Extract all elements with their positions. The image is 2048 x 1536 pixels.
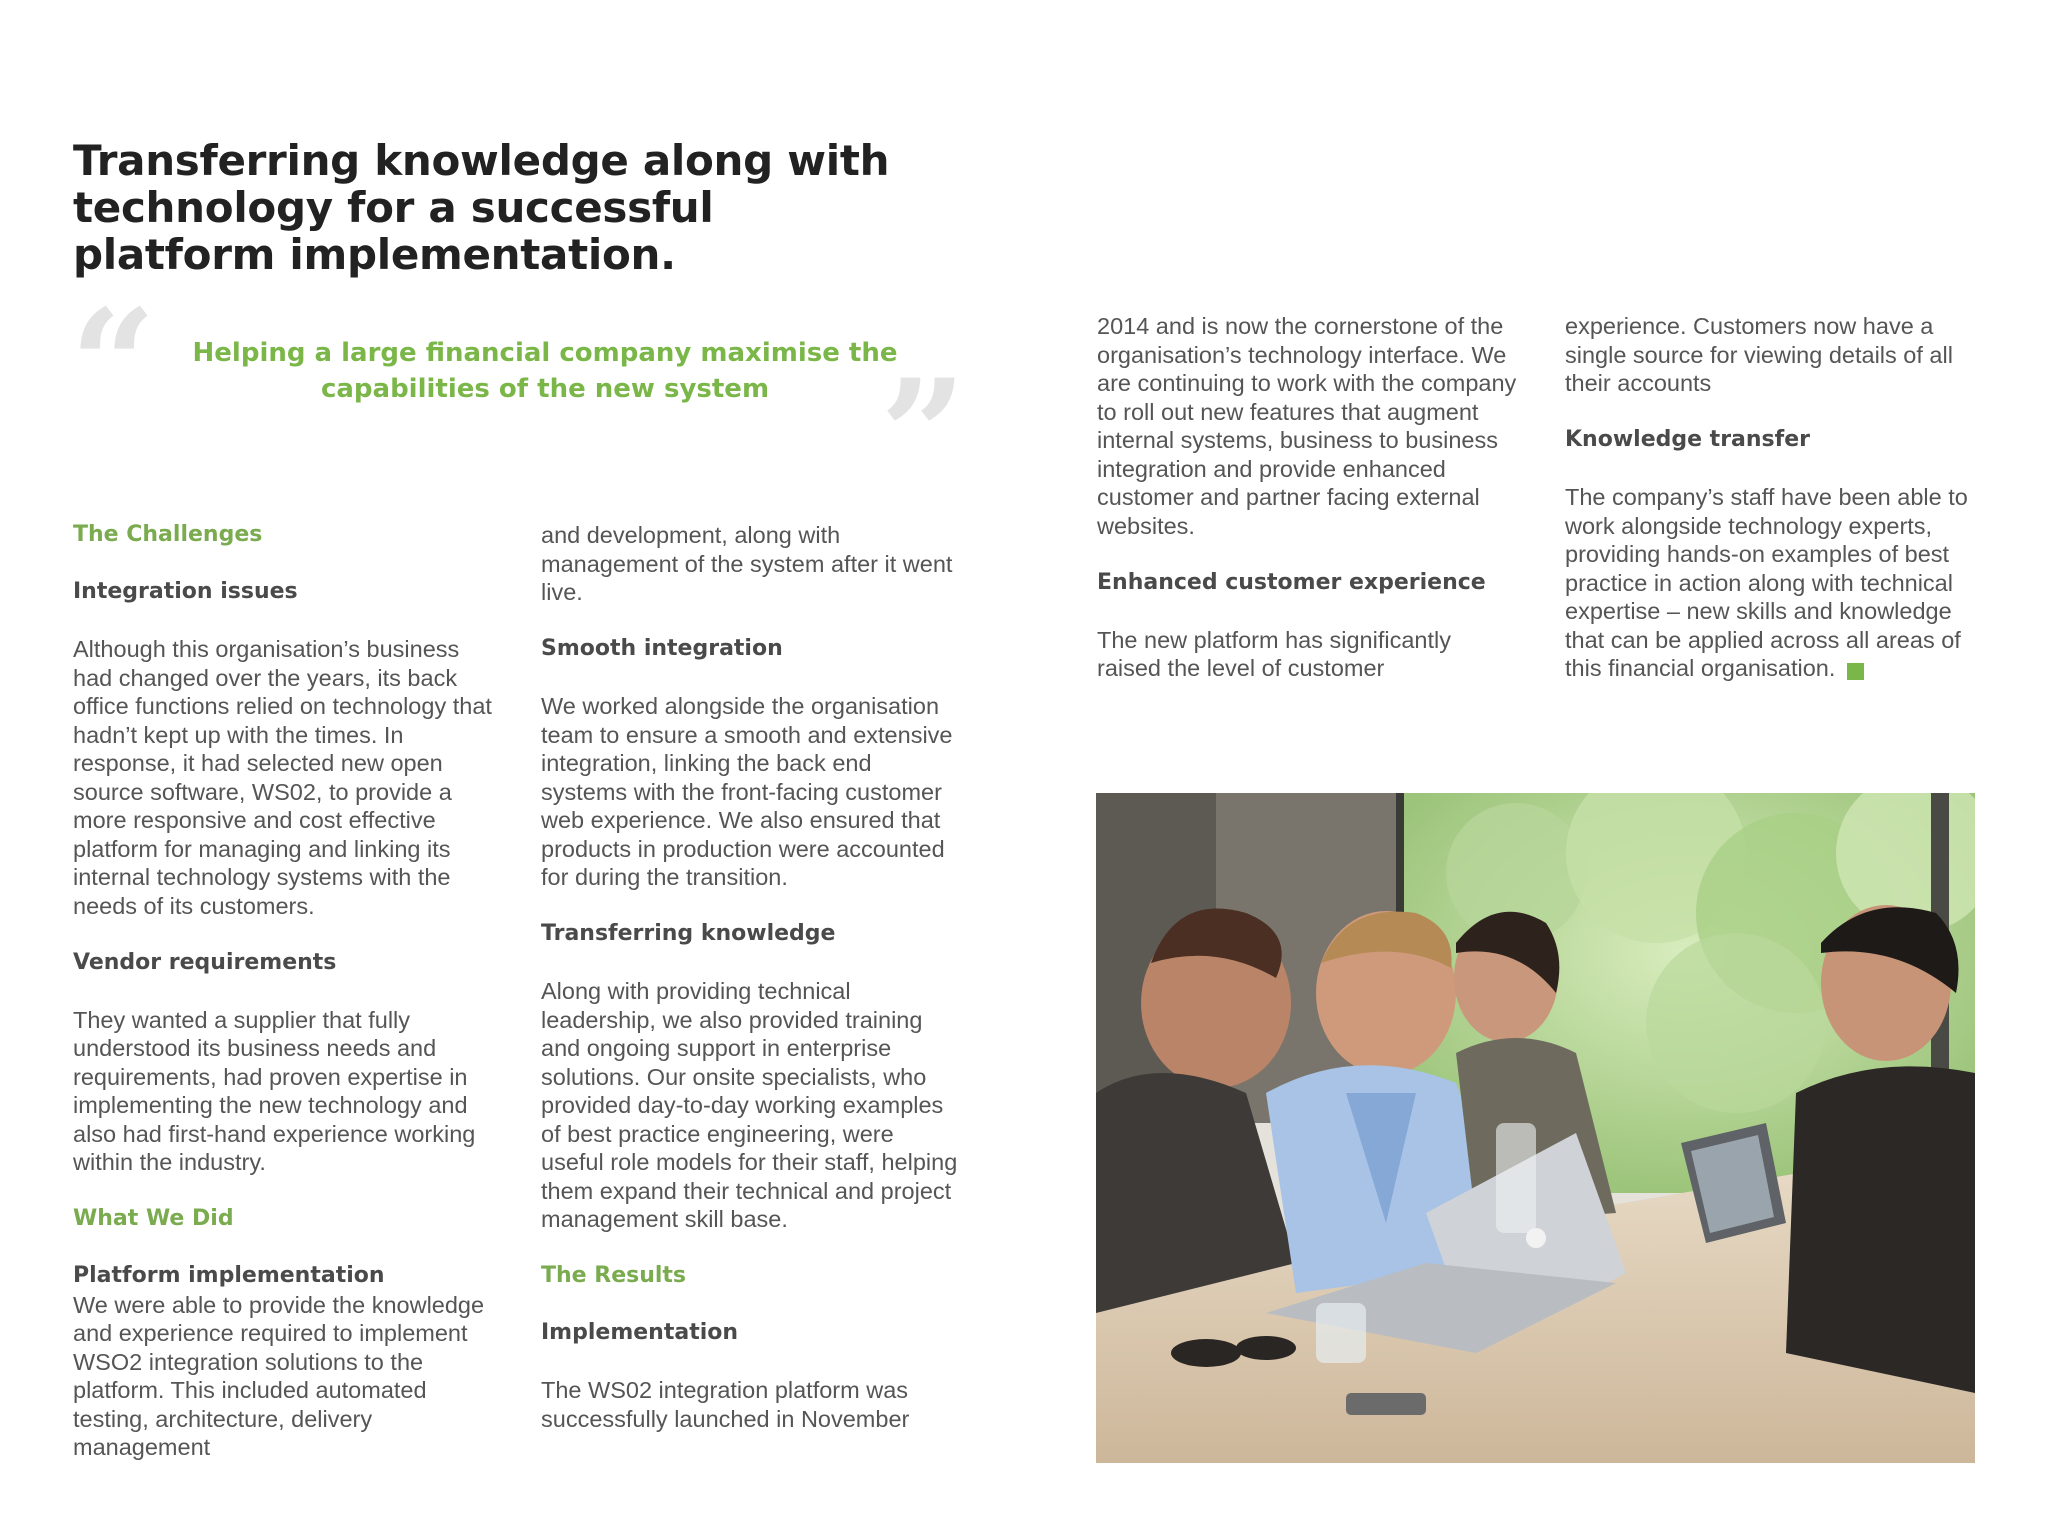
- paragraph-integration-issues: Although this organisation’s business had changed over the years, its back office functions relied on technology that hadn’t kept up with the times. In response, it had selected new open source software, WS02, to provide a more responsive and cost effective platform for managing and linking its internal technology systems with the needs of its customers.: [73, 636, 492, 919]
- paragraph-smooth-integration: We worked alongside the organisation team to ensure a smooth and extensive integration, linking the back end systems with the front-facing customer web experience. We also ensured that products in production were accounted for during the transition.: [541, 693, 953, 890]
- text-column-4: [1565, 312, 1985, 711]
- paragraph-development-continued: and development, along with management of the system after it went live.: [541, 522, 953, 605]
- text-column-3: [1097, 312, 1517, 711]
- paragraph-customer-experience-continued: experience. Customers now have a single source for viewing details of all their accounts: [1565, 313, 1953, 396]
- subheading-platform-implementation: Platform implementation: [73, 1263, 385, 1288]
- paragraph-transferring-knowledge: Along with providing technical leadership, we also provided training and ongoing support in enterprise solutions. Our onsite specialists, who provided day-to-day working examples of best practice engineering, were useful role models for their staff, helping them expand their technical and project management skill base.: [541, 978, 958, 1232]
- subheading-implementation: Implementation: [541, 1320, 739, 1345]
- paragraph-vendor-requirements: They wanted a supplier that fully understood its business needs and requirements, had proven expertise in implementing the new technology and also had first-hand experience working within the industry.: [73, 1006, 476, 1175]
- paragraph-implementation-continued: 2014 and is now the cornerstone of the organisation’s technology interface. We are continuing to work with the company to roll out new features that augment internal systems, business to business integration and provide enhanced customer and partner facing external websites.: [1097, 313, 1517, 539]
- knowledge-transfer-text: The company’s staff have been able to work alongside technology experts, providing hands-on examples of best practice in action along with technical expertise – new skills and knowledge that can be applied across all areas of this financial organisation.: [1565, 484, 1968, 681]
- meeting-photo: [1096, 793, 1975, 1463]
- close-quote-icon: ”: [880, 347, 967, 523]
- text-column-2: [541, 521, 961, 1462]
- open-quote-icon: “: [70, 277, 157, 453]
- subheading-transferring-knowledge: Transferring knowledge: [541, 921, 836, 946]
- page-title: Transferring knowledge along with technology for a successful platform implementation.: [73, 136, 890, 279]
- subheading-knowledge-transfer: Knowledge transfer: [1565, 427, 1810, 452]
- section-heading-challenges: The Challenges: [73, 522, 263, 547]
- subheading-enhanced-customer-experience: Enhanced customer experience: [1097, 569, 1486, 595]
- paragraph-implementation: The WS02 integration platform was successfully launched in November: [541, 1377, 910, 1432]
- subheading-integration-issues: Integration issues: [73, 579, 298, 604]
- paragraph-platform-implementation: We were able to provide the knowledge and experience required to implement WSO2 integration solutions to the platform. This included automated testing, architecture, delivery management: [73, 1291, 485, 1460]
- subheading-smooth-integration: Smooth integration: [541, 636, 783, 661]
- pull-quote: Helping a large financial company maximise the capabilities of the new system: [192, 338, 898, 404]
- end-square-icon: [1847, 663, 1864, 680]
- paragraph-knowledge-transfer: [1565, 483, 1985, 683]
- section-heading-what-we-did: What We Did: [73, 1206, 234, 1231]
- paragraph-enhanced-customer-experience: The new platform has significantly raised the level of customer: [1097, 626, 1451, 681]
- subheading-vendor-requirements: Vendor requirements: [73, 949, 337, 975]
- section-heading-results: The Results: [541, 1263, 687, 1288]
- text-column-1: [73, 521, 493, 1490]
